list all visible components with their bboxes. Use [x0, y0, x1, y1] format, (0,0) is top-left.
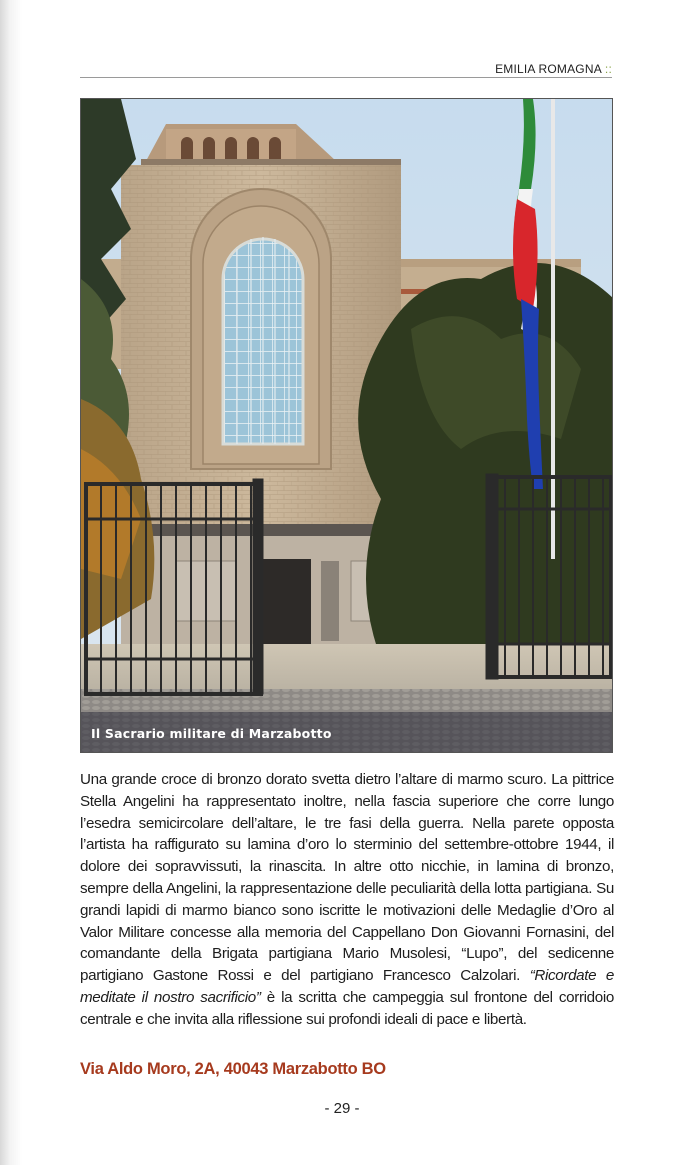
address-line: Via Aldo Moro, 2A, 40043 Marzabotto BO	[80, 1060, 386, 1078]
entrance-door	[261, 559, 311, 644]
photo-sacrario	[80, 98, 613, 753]
photo-illustration	[81, 99, 613, 753]
body-italic-quote: “Ricordate e meditate il nostro sacrificio”	[80, 967, 614, 1006]
body-text-part-1: Una grande croce di bronzo dorato svetta dietro l’altare di marmo scuro. La pittrice Stella Angelini ha rappresentato inoltre, nella fascia superiore che corre lungo l’esedra semicircolare dell’altare, le tre fasi della guerra. Nella parete opposta l’artista ha raffigurato su lamina d’oro lo sterminio del settembre-ottobre 1944, il dolore dei sopravvissuti, la rinascita. In altre otto nicchie, in lamina di bronzo, sempre della Angelini, la rappresentazione delle peculiarità della lotta partigiana. Su grandi lapidi di marmo bianco sono iscritte le motivazioni delle Medaglie d’Oro al Valor Militare concesse alla memoria del Cappellano Don Giovanni Fornasini, del comandante della Brigata partigiana Mario Musolesi, “Lupo”, del sedicenne partigiano Gastone Rossi e del partigiano Francesco Calzolari.	[80, 771, 614, 985]
body-text-part-2: è la scritta che campeggia sul frontone del corridoio centrale e che invita alla riflessione sui profondi ideali di pace e libertà.	[80, 988, 614, 1028]
body-paragraph	[80, 769, 614, 1031]
photo-caption: Il Sacrario militare di Marzabotto	[91, 726, 332, 741]
arched-window	[223, 237, 303, 444]
header-rule	[80, 77, 612, 78]
page-number: - 29 -	[324, 1100, 360, 1117]
region-title: EMILIA ROMAGNA	[495, 62, 602, 76]
running-header	[495, 62, 612, 76]
header-marker: ::	[604, 62, 612, 76]
